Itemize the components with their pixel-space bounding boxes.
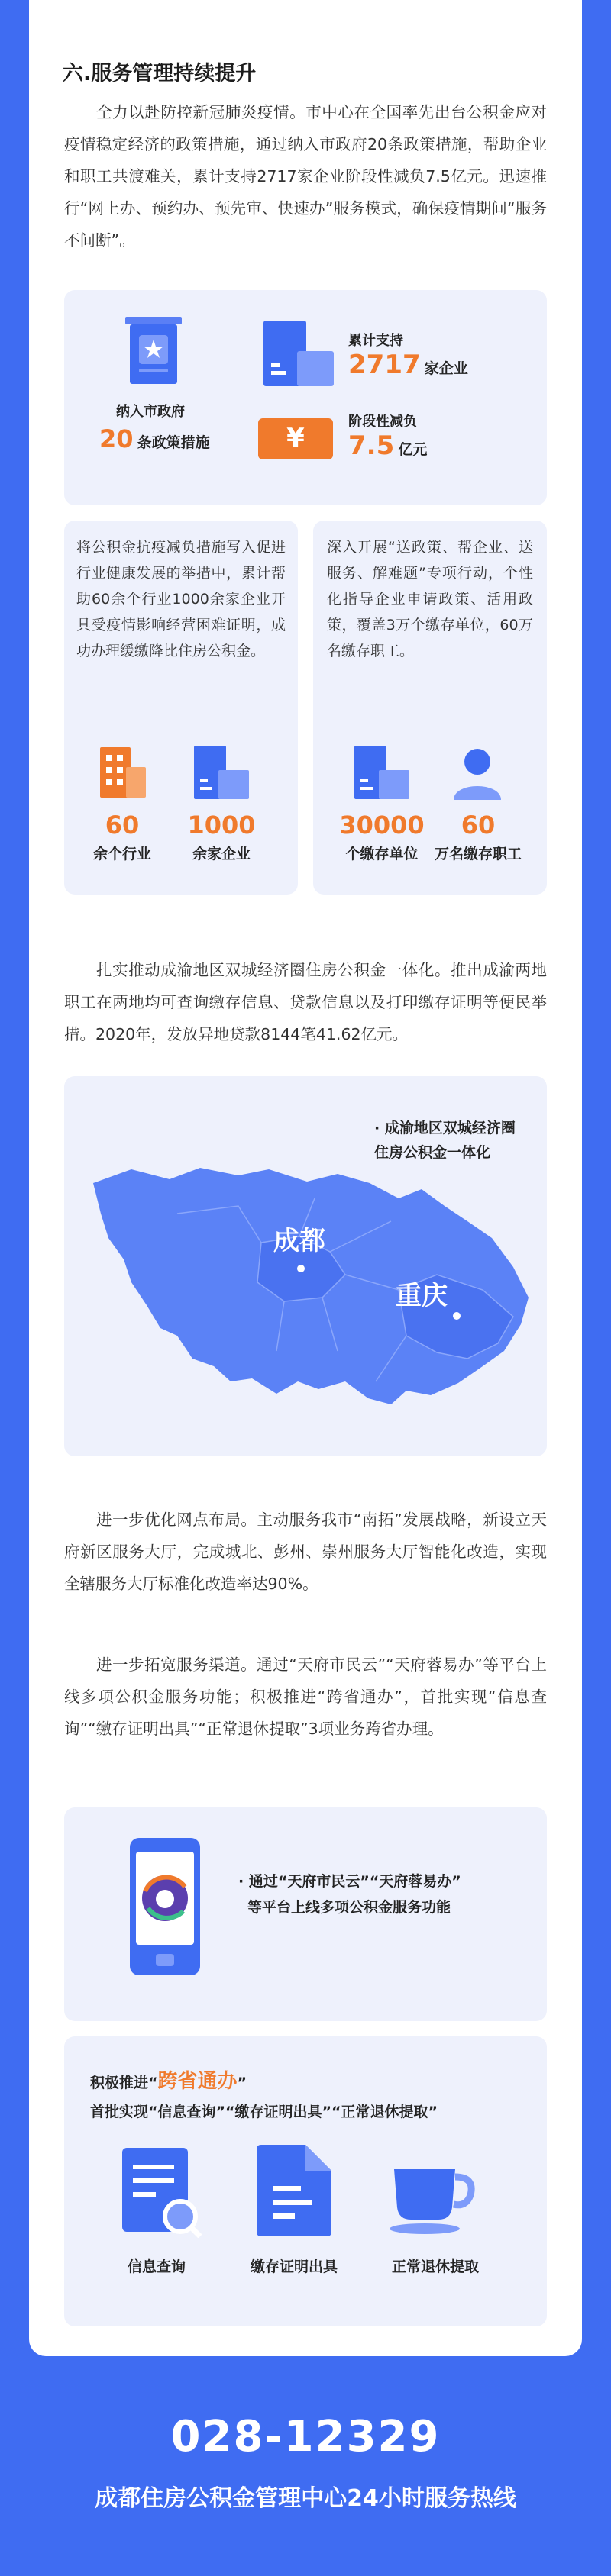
support-stat [348,350,468,380]
industry-text: 将公积金抗疫减负措施写入促进行业健康发展的举措中，累计帮助60余个行业1000余家企业开具受疫情影响经营困难证明，成功办理缓缴降比住房公积金。 [76,539,286,659]
channel-paragraph: 进一步拓宽服务渠道。通过“天府市民云”“天府蓉易办”等平台上线多项公积金服务功能；积极推进“跨省通办”，首批实现“信息查询”“缴存证明出具”“正常退休提取”3项业务跨省办理。 [64,1656,547,1738]
city-chengdu: 成都 [273,1226,325,1256]
employee-person-icon [451,746,504,800]
reduce-label: 阶段性减负 [348,414,417,430]
reduce-stat [348,430,427,461]
factory-icon [95,744,149,798]
hotline-description: 成都住房公积金管理中心24小时服务热线 [95,2485,516,2512]
enterprise-building-icon [192,744,251,799]
industry-count: 60 [105,811,140,840]
hotline-number[interactable]: 028-12329 [170,2412,441,2462]
item-info-query: 信息查询 [127,2258,186,2275]
item-retirement-withdrawal: 正常退休提取 [391,2258,479,2275]
deposit-certificate-icon[interactable] [257,2145,333,2236]
item-deposit-certificate: 缴存证明出具 [250,2258,338,2275]
map-title-line1: · 成渝地区双城经济圈 [374,1120,516,1136]
government-badge-icon [122,317,185,384]
map-title-line2: 住房公积金一体化 [374,1144,491,1161]
retirement-cup-icon[interactable] [390,2162,481,2235]
mobile-app-icon[interactable] [130,1838,200,1975]
platform-text [238,1868,461,1920]
building-icon [263,319,337,386]
support-label: 累计支持 [348,333,403,349]
city-chongqing: 重庆 [396,1281,448,1311]
platform-line1: · 通过“天府市民云”“天府蓉易办” [238,1873,461,1890]
enterprise-count: 1000 [187,811,256,840]
reduce-number: 7.5 [348,430,395,461]
service-text: 深入开展“送政策、帮企业、送服务、解难题”专项行动，个性化指导企业申请政策、活用政策，覆盖3万个缴存单位，60万名缴存职工。 [327,539,533,659]
enterprise-count-label: 余家企业 [192,846,251,862]
unit-count: 30000 [339,811,425,840]
cross-province-heading [90,2065,247,2094]
gov-number: 20 [99,424,134,453]
cross-province-sub: 首批实现“信息查询”“缴存证明出具”“正常退休提取” [90,2104,438,2120]
info-query-icon[interactable] [122,2148,202,2238]
cross-lead: 积极推进“ [90,2075,158,2091]
cross-tail: ” [237,2075,247,2091]
gov-stat [99,424,210,453]
intro-paragraph: 全力以赴防控新冠肺炎疫情。市中心在全国率先出台公积金应对疫情稳定经济的政策措施，通过纳入市政府20条政策措施，帮助企业和职工共渡难关，累计支持2717家企业阶段性减负7.5亿元。迅速推行“网上办、预约办、预先审、快速办”服务模式，确保疫情期间“服务不间断”。 [64,103,547,250]
employee-count: 60 [461,811,496,840]
support-number: 2717 [348,350,421,380]
reduce-unit: 亿元 [398,441,428,458]
unit-building-icon [353,744,411,799]
cross-highlight: 跨省通办 [157,2070,238,2093]
support-unit: 家企业 [424,360,468,377]
gov-label: 纳入市政府 [116,404,185,420]
platform-line2: 等平台上线多项公积金服务功能 [247,1899,451,1916]
unit-count-label: 个缴存单位 [345,846,419,862]
industry-count-label: 余个行业 [92,846,151,862]
region-map [86,1153,536,1412]
network-paragraph: 进一步优化网点布局。主动服务我市“南拓”发展战略，新设立天府新区服务大厅，完成城北、彭州、崇州服务大厅智能化改造，实现全辖服务大厅标准化改造率达90%。 [64,1510,547,1593]
section-title: 六.服务管理持续提升 [63,62,257,85]
yen-symbol: ¥ [286,423,305,453]
employee-count-label: 万名缴存职工 [434,846,522,862]
gov-unit: 条政策措施 [137,434,210,451]
chengyu-paragraph: 扎实推动成渝地区双城经济圈住房公积金一体化。推出成渝两地职工在两地均可查询缴存信息、贷款信息以及打印缴存证明等便民举措。2020年，发放异地贷款8144笔41.62亿元。 [64,961,547,1043]
yen-icon [258,418,333,459]
